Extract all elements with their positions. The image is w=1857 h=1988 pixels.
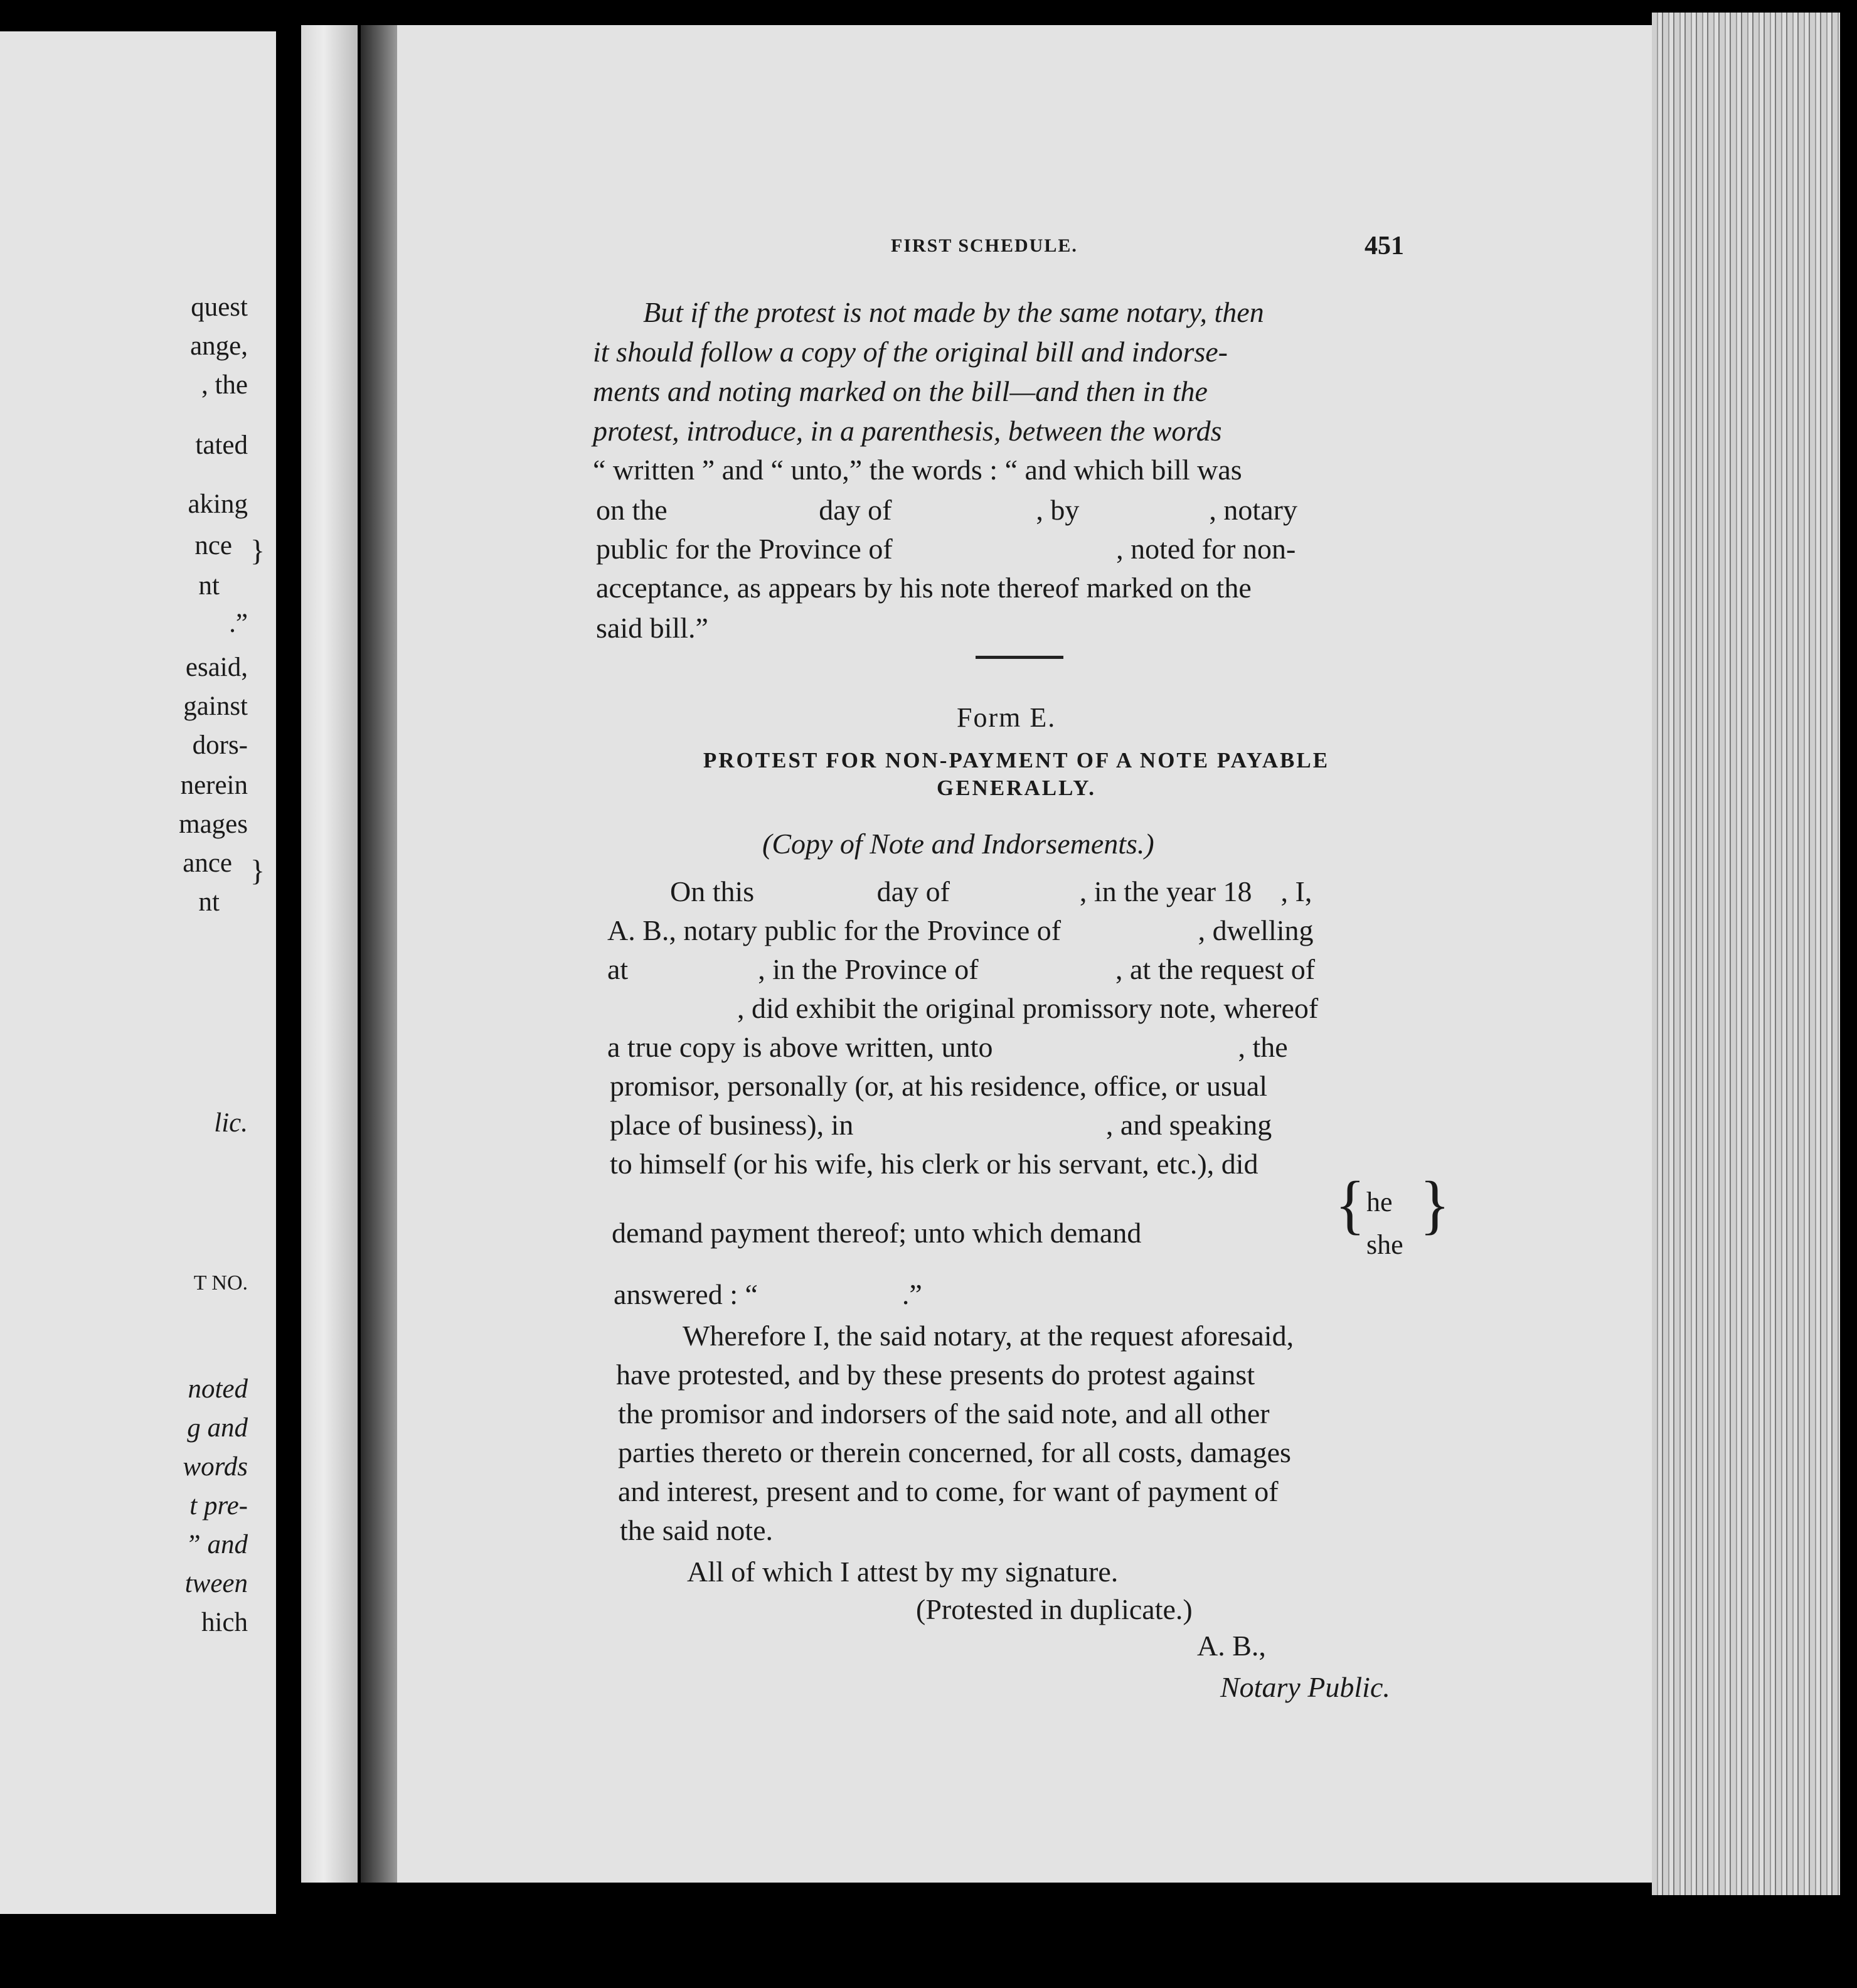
- page-number: 451: [1365, 232, 1404, 260]
- body-line: promisor, personally (or, at his residence, office, or usual: [610, 1070, 1268, 1102]
- gutter-shadow: [276, 0, 301, 1988]
- left-page-fragment: lic.: [214, 1108, 248, 1138]
- left-page-fragment: nce: [194, 531, 232, 560]
- attest-line: All of which I attest by my signature.: [687, 1556, 1119, 1588]
- left-page-fragment: t pre-: [189, 1491, 248, 1520]
- left-page-fragment: gainst: [183, 692, 248, 721]
- section-rule: [976, 656, 1063, 659]
- left-page-fragment: , the: [201, 370, 248, 400]
- note-line: it should follow a copy of the original bill and indorse-: [593, 336, 1228, 368]
- left-page-fragment: T NO.: [193, 1271, 248, 1295]
- brace-glyph: }: [250, 854, 265, 887]
- duplicate-line: (Protested in duplicate.): [916, 1593, 1193, 1625]
- note-line: acceptance, as appears by his note thereof marked on the: [596, 572, 1252, 604]
- body-line: , did exhibit the original promissory note, whereof: [607, 992, 1319, 1024]
- wherefore-line: and interest, present and to come, for want of payment of: [618, 1475, 1279, 1507]
- body-line: at , in the Province of , at the request of: [607, 953, 1316, 985]
- spine-shadow: [361, 25, 397, 1883]
- note-line: “ written ” and “ unto,” the words : “ and which bill was: [593, 454, 1242, 486]
- left-page-fragment: dors-: [192, 730, 248, 760]
- wherefore-line: the said note.: [620, 1514, 773, 1546]
- previous-page-fragment: [0, 31, 276, 1914]
- left-page-fragment: ” and: [185, 1530, 248, 1559]
- page-edges: [1652, 13, 1840, 1895]
- signature-title: Notary Public.: [1220, 1671, 1390, 1703]
- left-page-fragment: .”: [229, 609, 248, 638]
- form-title: Form E.: [957, 702, 1056, 733]
- left-page-fragment: hich: [201, 1608, 248, 1637]
- left-page-fragment: tated: [195, 430, 248, 460]
- left-page-fragment: nerein: [180, 771, 248, 800]
- left-page-fragment: nt: [198, 571, 220, 601]
- form-subtitle-line: PROTEST FOR NON-PAYMENT OF A NOTE PAYABLE: [703, 748, 1330, 772]
- body-line: to himself (or his wife, his clerk or his servant, etc.), did: [610, 1148, 1258, 1180]
- signature-name: A. B.,: [1197, 1630, 1266, 1662]
- body-line: a true copy is above written, unto , the: [607, 1031, 1288, 1063]
- left-page-fragment: g and: [187, 1413, 248, 1443]
- right-brace: }: [1420, 1168, 1450, 1241]
- left-page-fragment: noted: [188, 1374, 248, 1404]
- note-line: But if the protest is not made by the same notary, then: [643, 296, 1264, 328]
- note-line: public for the Province of , noted for non-: [596, 533, 1296, 565]
- left-page-fragment: aking: [188, 489, 248, 519]
- running-head: FIRST SCHEDULE.: [891, 235, 1078, 256]
- left-page-fragment: words: [183, 1452, 248, 1482]
- brace-glyph: }: [250, 534, 265, 567]
- form-subtitle-line: GENERALLY.: [936, 775, 1097, 800]
- left-page-fragment: ance: [183, 848, 232, 878]
- left-page-fragment: ange,: [190, 331, 248, 361]
- form-subtitle: [646, 747, 1386, 802]
- left-page-fragment: mages: [179, 810, 248, 839]
- note-line: ments and noting marked on the bill—and then in the: [593, 375, 1208, 407]
- wherefore-line: the promisor and indorsers of the said note, and all other: [618, 1397, 1270, 1430]
- pronoun-he: he: [1366, 1187, 1393, 1217]
- pronoun-she: she: [1366, 1229, 1403, 1260]
- body-line: A. B., notary public for the Province of , dwelling: [607, 914, 1314, 946]
- left-page-fragment: tween: [184, 1569, 248, 1598]
- scan-border: [0, 1914, 1857, 1988]
- wherefore-line: Wherefore I, the said notary, at the request aforesaid,: [683, 1320, 1294, 1352]
- body-line: place of business), in , and speaking: [610, 1109, 1272, 1141]
- note-line: on the day of , by , notary: [596, 494, 1297, 526]
- copy-note: (Copy of Note and Indorsements.): [762, 828, 1154, 860]
- book-spine-edge: [301, 25, 358, 1883]
- note-line: said bill.”: [596, 612, 708, 644]
- left-brace: {: [1335, 1168, 1365, 1241]
- note-line: protest, introduce, in a parenthesis, between the words: [593, 415, 1222, 447]
- left-page-fragment: nt: [198, 887, 220, 917]
- wherefore-line: have protested, and by these presents do protest against: [616, 1359, 1255, 1391]
- left-page-fragment: esaid,: [185, 653, 248, 682]
- left-page-fragment: quest: [191, 292, 248, 322]
- body-line: On this day of , in the year 18 , I,: [670, 875, 1312, 907]
- answered-line: answered : “ .”: [614, 1278, 922, 1310]
- wherefore-line: parties thereto or therein concerned, for all costs, damages: [618, 1436, 1291, 1468]
- demand-line: demand payment thereof; unto which demand: [612, 1217, 1142, 1249]
